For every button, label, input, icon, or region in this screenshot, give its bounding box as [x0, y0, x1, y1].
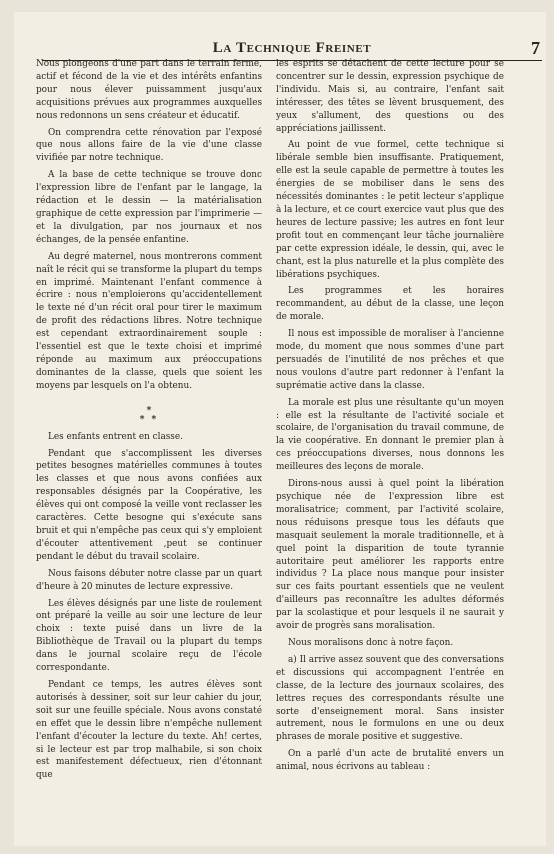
paragraph: Les programmes et les horaires recommandent, au début de la classe, une leçon de morale. — [276, 286, 504, 323]
paragraph: On comprendra cette rénovation par l'exposé que nous allons faire de la vie d'une classe vivifiée par notre technique. — [36, 127, 262, 164]
paragraph: Les élèves désignés par une liste de roulement ont préparé la veille au soir une lecture de leur choix : texte puisé dans un livre de la Bibliothèque de Travail ou la plupart du temps dans le journal scolaire reçu de l'école correspondante. — [36, 598, 262, 674]
paragraph: Les enfants entrent en classe. — [48, 431, 183, 442]
paragraph: Pendant ce temps, les autres élèves sont autorisés à dessiner, soit sur leur cahier du jour, soit sur une feuille spéciale. Nous avons constaté en effet que le dessin libre n'empêche nullement l'enfant d'écouter la lecture du texte. Ah! certes, si le lecteur est par trop malhabile, si son choix est manifestement défectueux, rien d'étonnant que — [36, 679, 262, 781]
paragraph: les esprits se détachent de cette lecture pour se concentrer sur le dessin, expression psychique de l'individu. Mais si, au contraire, l'enfant sait intéresser, des têtes se lèvent brusquement, des yeux s'allument, des questions ou des appréciations jaillissent. — [276, 59, 504, 134]
left-column — [36, 58, 262, 786]
paragraph: On a parlé d'un acte de brutalité envers un animal, nous écrivons au tableau : — [276, 749, 504, 773]
paragraph: A la base de cette technique se trouve donc l'expression libre de l'enfant par le langage, la rédaction et le dessin — la matérialisation graphique de cette expression par l'imprimerie — et la divulgation, par nos journaux et nos échanges, de la pensée enfantine. — [36, 170, 262, 245]
paragraph: Il nous est impossible de moraliser à l'ancienne mode, du moment que nous sommes d'une part persuadés de l'inutilité de nos prêches et que nous voulons d'autre part redonner à l'enfant la suprématie active dans la classe. — [276, 329, 504, 391]
paragraph: La morale est plus une résultante qu'un moyen : elle est la résultante de l'activité sociale et scolaire, de l'organisation du travail commune, de la vie coopérative. En donnant le premier plan à ces préoccupations diverses, nous donnons les meilleures des leçons de morale. — [276, 397, 504, 473]
section-separator — [36, 407, 262, 425]
paragraph: Nous faisons débuter notre classe par un quart d'heure à 20 minutes de lecture expressive. — [36, 568, 262, 592]
running-title: La Technique Freinet — [212, 40, 372, 56]
page-number: 7 — [531, 38, 540, 58]
paragraph: Nous moralisons donc à notre façon. — [288, 637, 454, 648]
separator-stars: * * — [139, 414, 159, 425]
paragraph: Pendant que s'accomplissent les diverses petites besognes matérielles communes à toutes les classes et que nous avons confiées aux responsables désignés par la Coopérative, les élèves qui ont composé la veille vont reclasser les caractères. Cette besogne qui s'exécute sans bruit et qui n'empêche pas ceux qui s'y emploient d'écouter attentivement ,peut se continuer pendant le début du travail scolaire. — [36, 448, 262, 562]
paragraph: a) Il arrive assez souvent que des conversations et discussions qui accompagnent l'entrée en classe, de la lecture des journaux scolaires, des lettres reçues des correspondants résulte une sorte d'enseignement moral. Sans insister autrement, nous le formulons en une ou deux phrases de morale positive et suggestive. — [276, 654, 504, 743]
separator-star: * — [146, 405, 152, 416]
paragraph: Dirons-nous aussi à quel point la libération psychique née de l'expression libre est moralisatrice; comment, par l'activité scolaire, nous réduisons presque tous les défauts que masquait seulement la morale traditionnelle, et à quel point la disparition de toute tyrannie autoritaire peut améliorer les rapports entre individus ? La place nous manque pour insister sur ces faits pourtant essentiels que ne veulent d'ailleurs pas reconnaître les adultes déformés par la scolastique et pour lesquels il ne saurait y avoir de progrès sans moralisation. — [276, 479, 504, 632]
paragraph: Nous plongeons d'une part dans le terrain ferme, actif et fécond de la vie et des intérêts enfantins pour nous élever puissamment jusqu'aux acquisitions prévues aux programmes auxquelles nous redonnons un sens créateur et éducatif. — [36, 59, 262, 121]
right-column — [276, 58, 504, 778]
paragraph: Au point de vue formel, cette technique si libérale semble bien insuffisante. Pratiquement, elle est la seule capable de permettre à toutes les énergies de se mobiliser dans le sens des nécessités dominantes : le petit lecteur s'applique à la lecture, et ce court exercice vaut plus que des heures de lecture passive; les autres en font leur profit tout en commençant leur tâche journalière par cette expression idéale, le dessin, qui, avec le chant, est la plus naturelle et la plus complète des libérations psychiques. — [276, 140, 504, 280]
paragraph: Au degré maternel, nous montrerons comment naît le récit qui se transforme la plupart du temps en imprimé. Maintenant l'enfant commence à écrire : nous n'emploierons qu'accidentellement le texte né d'un récit oral pour tirer le maximum de profit des rédactions libres. Notre technique est cependant extraordinairement souple : l'essentiel est que le texte choisi et imprimé réponde au maximum aux préoccupations dominantes de la classe, quels que soient les moyens par lesquels on l'a obtenu. — [36, 251, 262, 391]
